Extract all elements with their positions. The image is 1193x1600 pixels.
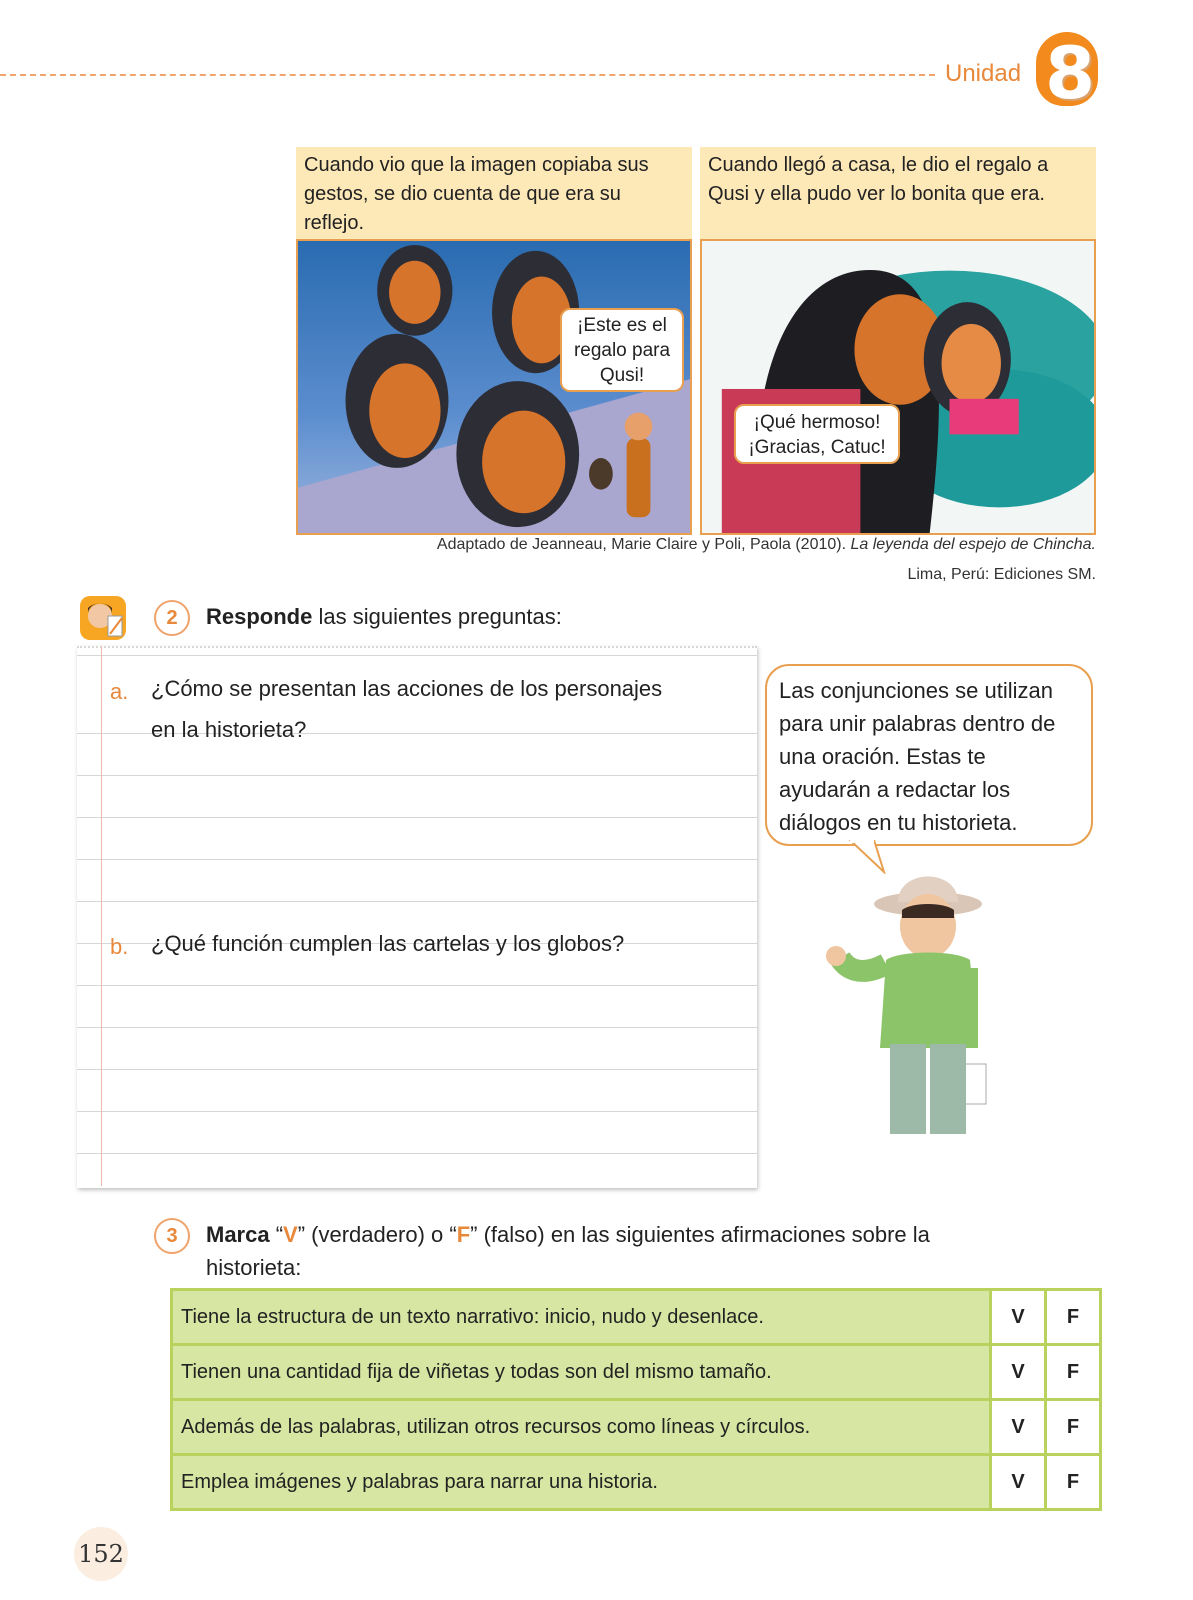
credit-book-title: La leyenda del espejo de Chincha.: [850, 536, 1096, 553]
statement-cell: Tienen una cantidad fija de viñetas y todas son del mismo tamaño.: [172, 1345, 991, 1400]
panel1-caption: Cuando vio que la imagen copiaba sus gestos, se dio cuenta de que era su reflejo.: [296, 147, 692, 239]
speech-line: ¡Este es el: [577, 315, 667, 336]
header-dashed-rule: [0, 74, 935, 76]
true-option[interactable]: V: [991, 1290, 1046, 1345]
false-letter: F: [456, 1222, 471, 1247]
instruction-verb: Responde: [206, 604, 313, 629]
true-option[interactable]: V: [991, 1455, 1046, 1510]
false-option[interactable]: F: [1046, 1290, 1101, 1345]
instruction-text: las siguientes preguntas:: [312, 604, 562, 629]
statement-cell: Además de las palabras, utilizan otros recursos como líneas y círculos.: [172, 1400, 991, 1455]
panel1-speech-bubble: [560, 308, 684, 392]
table-row: [172, 1400, 1101, 1455]
activity-2-number: 2: [154, 600, 190, 636]
false-option[interactable]: F: [1046, 1400, 1101, 1455]
true-option[interactable]: V: [991, 1345, 1046, 1400]
unit-number: 8: [1044, 31, 1096, 115]
activity-3-number: 3: [154, 1218, 190, 1254]
true-false-table: [170, 1288, 1102, 1511]
question-b: ¿Qué función cumplen las cartelas y los globos?: [151, 931, 625, 956]
true-letter: V: [283, 1222, 298, 1247]
panel2-caption: Cuando llegó a casa, le dio el regalo a Qusi y ella pudo ver lo bonita que era.: [700, 147, 1096, 239]
credit-text: Adaptado de Jeanneau, Marie Claire y Poli, Paola (2010).: [436, 536, 847, 553]
boy-illustration: [820, 858, 1010, 1138]
source-credit: [300, 536, 1096, 554]
speech-line: ¡Gracias, Catuc!: [748, 437, 886, 458]
question-a-letter: a.: [110, 679, 129, 704]
question-a: [151, 668, 751, 750]
student-writing-icon: [78, 594, 128, 642]
table-row: [172, 1455, 1101, 1510]
question-b-letter: b.: [110, 934, 129, 959]
quote-open: “: [269, 1222, 284, 1247]
gift-illustration: [702, 241, 1094, 533]
true-option[interactable]: V: [991, 1400, 1046, 1455]
question-a-line2: en la historieta?: [151, 717, 307, 742]
false-option[interactable]: F: [1046, 1345, 1101, 1400]
statement-cell: Tiene la estructura de un texto narrativo: inicio, nudo y desenlace.: [172, 1290, 991, 1345]
tip-speech-bubble: Las conjunciones se utilizan para unir palabras dentro de una oración. Estas te ayudarán a redactar los diálogos en tu historieta.: [765, 664, 1093, 846]
question-a-line1: ¿Cómo se presentan las acciones de los personajes: [151, 676, 663, 701]
table-row: [172, 1345, 1101, 1400]
instruction-verb: Marca: [206, 1222, 270, 1247]
credit-publisher: Lima, Perú: Ediciones SM.: [907, 566, 1096, 583]
panel2-speech-bubble: [734, 404, 900, 464]
page-number: 152: [74, 1527, 128, 1581]
false-text: ” (falso) en las siguientes afirmaciones sobre la historieta:: [206, 1222, 930, 1280]
true-text: ” (verdadero) o “: [297, 1222, 457, 1247]
statement-cell: Emplea imágenes y palabras para narrar una historia.: [172, 1455, 991, 1510]
speech-line: ¡Qué hermoso!: [753, 412, 881, 433]
false-option[interactable]: F: [1046, 1455, 1101, 1510]
activity-2-instruction: [206, 600, 906, 633]
activity-3-instruction: [206, 1218, 1006, 1284]
unit-label: Unidad: [945, 60, 1022, 87]
notebook-margin-line: [101, 646, 102, 1186]
table-row: [172, 1290, 1101, 1345]
panel2-illustration: [700, 239, 1096, 535]
speech-line: regalo para: [573, 340, 671, 361]
speech-line: Qusi!: [599, 365, 645, 386]
